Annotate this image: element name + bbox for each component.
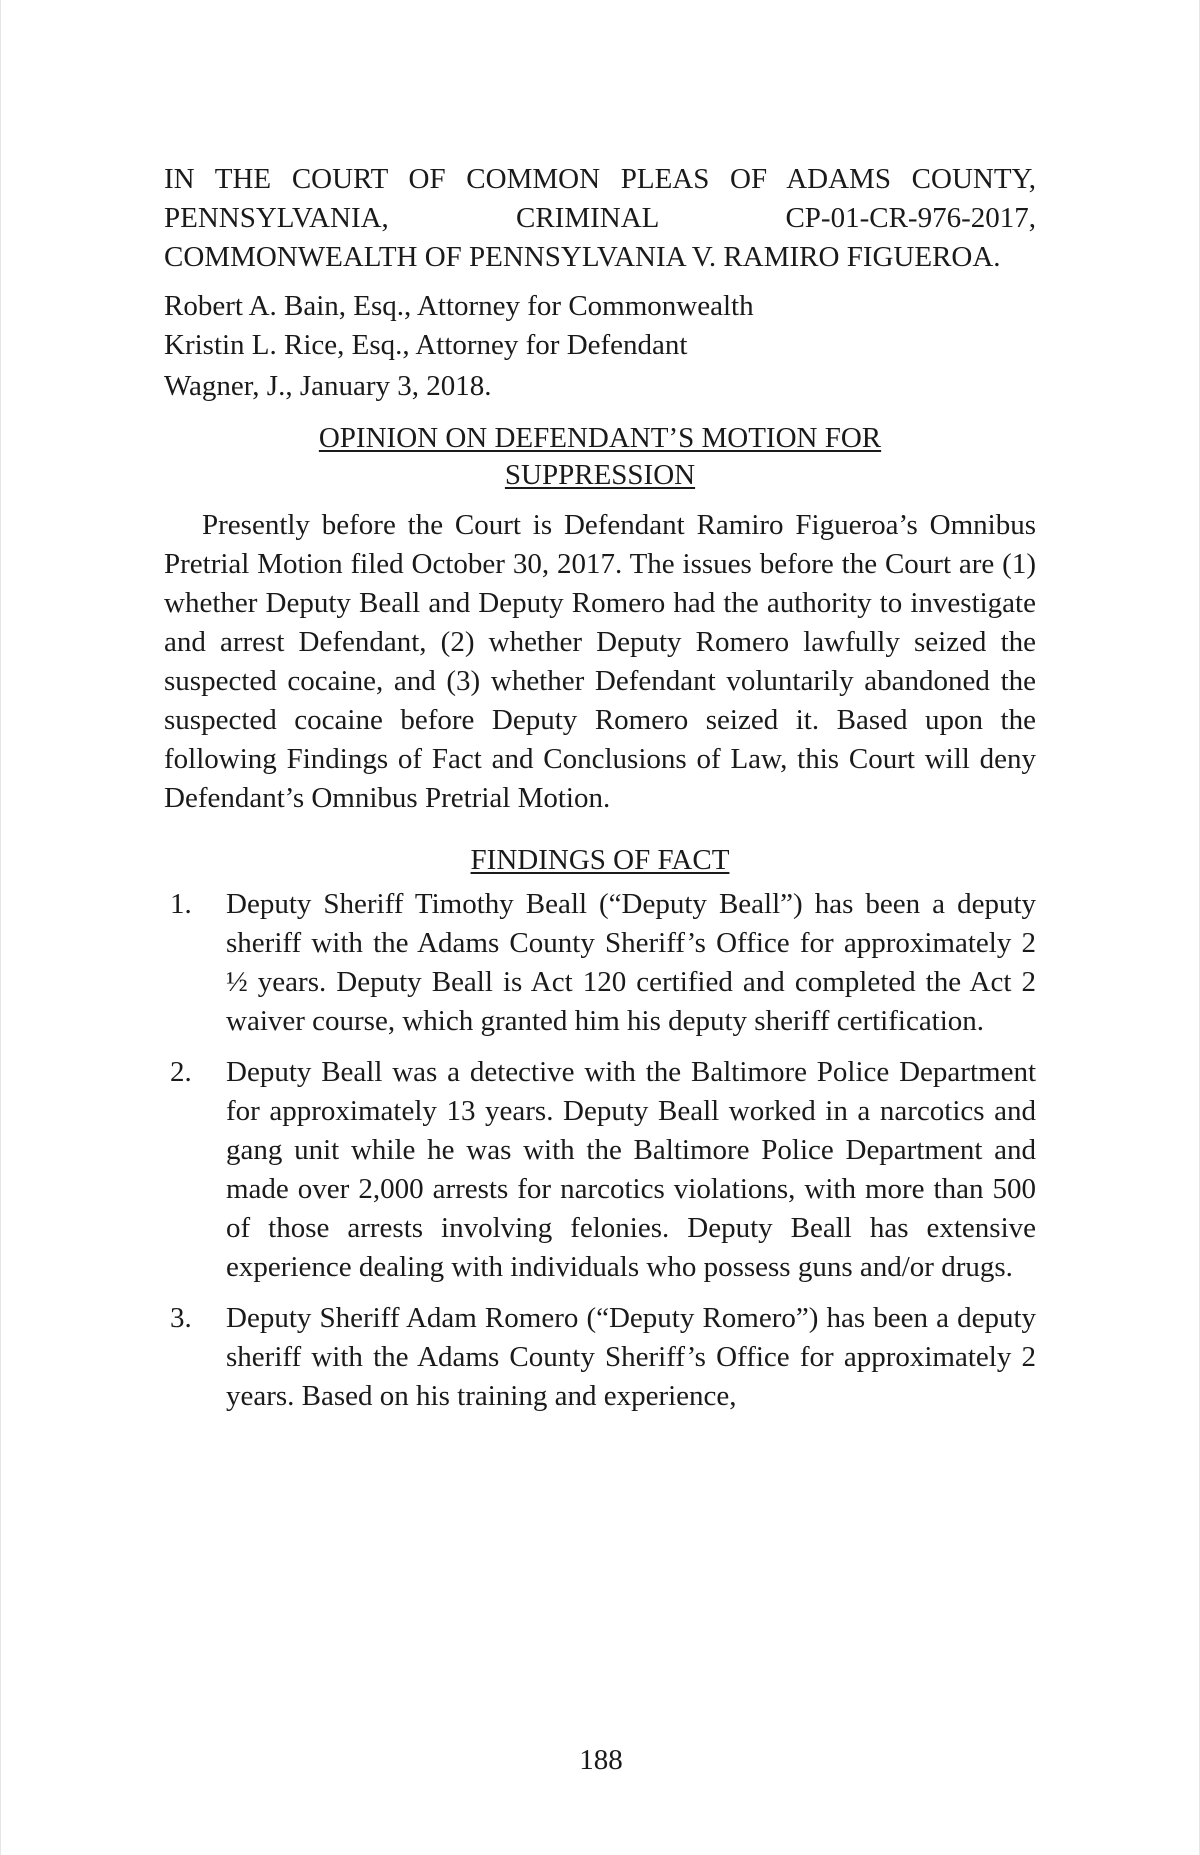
opinion-title-line-1: OPINION ON DEFENDANT’S MOTION FOR xyxy=(318,422,882,454)
findings-heading: FINDINGS OF FACT xyxy=(470,844,730,876)
finding-number: 1. xyxy=(170,888,192,920)
counsel-commonwealth: Robert A. Bain, Esq., Attorney for Commonwealth xyxy=(164,290,754,322)
counsel-defendant: Kristin L. Rice, Esq., Attorney for Defendant xyxy=(164,329,688,361)
findings-list xyxy=(164,885,1036,1416)
finding-text: Deputy Beall was a detective with the Baltimore Police Department for approximately 13 years. Deputy Beall worked in a narcotics and gang unit while he was with the Baltimore Police Department and made over 2,000 arrests for narcotics violations, with more than 500 of those arrests involving felonies. Deputy Beall has extensive experience dealing with individuals who possess guns and/or drugs. xyxy=(226,1056,1036,1283)
judge-line: Wagner, J., January 3, 2018. xyxy=(164,370,492,402)
opinion-title xyxy=(164,420,1036,494)
page-content xyxy=(164,160,1036,1428)
finding-item xyxy=(164,1053,1036,1287)
finding-item xyxy=(164,1299,1036,1416)
finding-text: Deputy Sheriff Timothy Beall (“Deputy Beall”) has been a deputy sheriff with the Adams County Sheriff’s Office for approximately 2 ½ years. Deputy Beall is Act 120 certified and completed the Act 2 waiver course, which granted him his deputy sheriff certification. xyxy=(226,888,1036,1037)
opinion-title-line-2: SUPPRESSION xyxy=(504,459,696,491)
page-number: 188 xyxy=(579,1744,623,1776)
finding-number: 2. xyxy=(170,1056,192,1088)
finding-number: 3. xyxy=(170,1302,192,1334)
finding-text: Deputy Sheriff Adam Romero (“Deputy Romero”) has been a deputy sheriff with the Adams County Sheriff’s Office for approximately 2 years. Based on his training and experience, xyxy=(226,1302,1036,1412)
counsel-list xyxy=(164,287,1036,365)
finding-item xyxy=(164,885,1036,1041)
intro-paragraph: Presently before the Court is Defendant Ramiro Figueroa’s Omnibus Pretrial Motion filed October 30, 2017. The issues before the Court are (1) whether Deputy Beall and Deputy Romero had the authority to investigate and arrest Defendant, (2) whether Deputy Romero lawfully seized the suspected cocaine, and (3) whether Defendant voluntarily abandoned the suspected cocaine before Deputy Romero seized it. Based upon the following Findings of Fact and Conclusions of Law, this Court will deny Defendant’s Omnibus Pretrial Motion. xyxy=(164,509,1036,814)
case-caption: IN THE COURT OF COMMON PLEAS OF ADAMS COUNTY, PENNSYLVANIA, CRIMINAL CP-01-CR-976-2017, COMMONWEALTH OF PENNSYLVANIA V. RAMIRO FIGUEROA. xyxy=(164,163,1036,273)
